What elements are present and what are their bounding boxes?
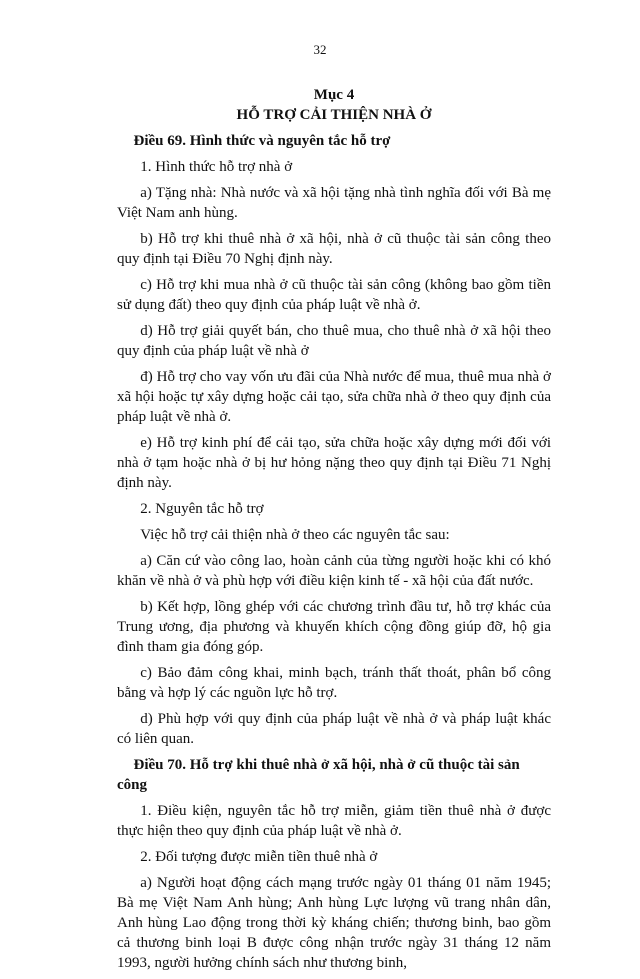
article-69-clause-1a: a) Tặng nhà: Nhà nước và xã hội tặng nhà tình nghĩa đối với Bà mẹ Việt Nam anh hùng. xyxy=(117,185,551,221)
article-69-clause-1c: c) Hỗ trợ khi mua nhà ở cũ thuộc tài sản công (không bao gồm tiền sử dụng đất) theo quy định của pháp luật về nhà ở. xyxy=(117,277,551,313)
article-69-heading: Điều 69. Hình thức và nguyên tắc hỗ trợ xyxy=(133,133,391,149)
article-69-clause-2-intro: Việc hỗ trợ cải thiện nhà ở theo các nguyên tắc sau: xyxy=(140,527,450,543)
page-number: 32 xyxy=(313,42,327,57)
article-69-clause-2: 2. Nguyên tắc hỗ trợ xyxy=(140,501,264,517)
page-content xyxy=(117,85,551,979)
article-69-clause-1b: b) Hỗ trợ khi thuê nhà ở xã hội, nhà ở cũ thuộc tài sản công theo quy định tại Điều 70 Nghị định này. xyxy=(117,231,551,267)
article-69-clause-2a: a) Căn cứ vào công lao, hoàn cảnh của từng người hoặc khi có khó khăn về nhà ở và phù hợp với điều kiện kinh tế - xã hội của đất nước. xyxy=(117,553,551,589)
article-69-clause-1e: e) Hỗ trợ kinh phí để cải tạo, sửa chữa hoặc xây dựng mới đối với nhà ở tạm hoặc nhà ở bị hư hỏng nặng theo quy định tại Điều 71 Nghị định này. xyxy=(117,435,551,491)
section-label: Mục 4 xyxy=(313,87,355,103)
article-69-clause-2b: b) Kết hợp, lồng ghép với các chương trình đầu tư, hỗ trợ khác của Trung ương, địa phương và khuyến khích cộng đồng giúp đỡ, hộ gia đình tham gia đóng góp. xyxy=(117,599,551,655)
article-69-clause-1: 1. Hình thức hỗ trợ nhà ở xyxy=(140,159,293,175)
article-69-clause-1d: d) Hỗ trợ giải quyết bán, cho thuê mua, cho thuê nhà ở xã hội theo quy định của pháp luật về nhà ở xyxy=(117,323,551,359)
article-70-clause-2a: a) Người hoạt động cách mạng trước ngày 01 tháng 01 năm 1945; Bà mẹ Việt Nam Anh hùng; Anh hùng Lực lượng vũ trang nhân dân, Anh hùng Lao động trong thời kỳ kháng chiến; thương binh, bao gồm cả thương binh loại B được công nhận trước ngày 31 tháng 12 năm 1993, người hưởng chính sách như thương binh, xyxy=(117,875,551,971)
article-70-clause-2: 2. Đối tượng được miễn tiền thuê nhà ở xyxy=(140,849,378,865)
section-title: HỖ TRỢ CẢI THIỆN NHÀ Ở xyxy=(236,107,432,123)
article-69-clause-2c: c) Bảo đảm công khai, minh bạch, tránh thất thoát, phân bổ công bằng và hợp lý các nguồn lực hỗ trợ. xyxy=(117,665,551,701)
article-69-clause-1dd: đ) Hỗ trợ cho vay vốn ưu đãi của Nhà nước để mua, thuê mua nhà ở xã hội hoặc tự xây dựng hoặc cải tạo, sửa chữa nhà ở theo quy định của pháp luật về nhà ở. xyxy=(117,369,551,425)
article-70-clause-1: 1. Điều kiện, nguyên tắc hỗ trợ miễn, giảm tiền thuê nhà ở được thực hiện theo quy định của pháp luật về nhà ở. xyxy=(117,803,551,839)
article-70-heading: Điều 70. Hỗ trợ khi thuê nhà ở xã hội, nhà ở cũ thuộc tài sản công xyxy=(117,757,520,793)
article-69-clause-2d: d) Phù hợp với quy định của pháp luật về nhà ở và pháp luật khác có liên quan. xyxy=(117,711,551,747)
